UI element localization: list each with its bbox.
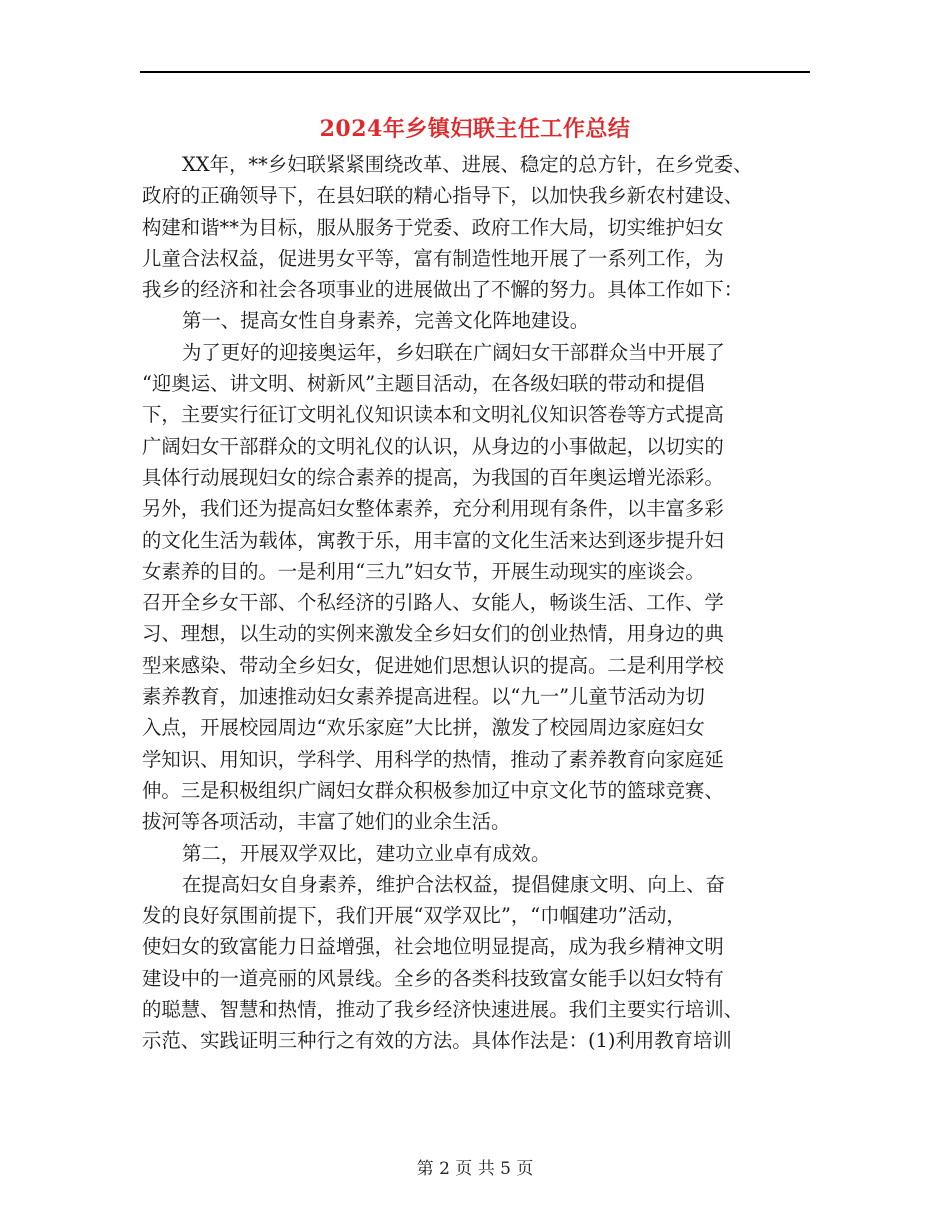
text-line: 示范、实践证明三种行之有效的方法。具体作法是：(1)利用教育培训: [142, 1029, 732, 1053]
text-line: 具体行动展现妇女的综合素养的提高，为我国的百年奥运增光添彩。: [142, 465, 724, 489]
text-line: 拔河等各项活动，丰富了她们的业余生活。: [142, 810, 511, 834]
text-line: 广阔妇女干部群众的文明礼仪的认识，从身边的小事做起，以切实的: [142, 434, 724, 458]
text-line: 的文化生活为载体，寓教于乐，用丰富的文化生活来达到逐步提升妇: [142, 528, 724, 552]
header-rule: [140, 71, 810, 73]
text-line: 的聪慧、智慧和热情，推动了我乡经济快速进展。我们主要实行培训、: [142, 998, 744, 1022]
text-line: 习、理想，以生动的实例来激发全乡妇女们的创业热情，用身边的典: [142, 622, 724, 646]
text-line: XX年，**乡妇联紧紧围绕改革、进展、稳定的总方针，在乡党委、: [182, 153, 753, 176]
text-line: 下，主要实行征订文明礼仪知识读本和文明礼仪知识答卷等方式提高: [142, 403, 724, 427]
text-line: 另外，我们还为提高妇女整体素养，充分利用现有条件，以丰富多彩: [142, 497, 724, 521]
text-line: 学知识、用知识，学科学、用科学的热情，推动了素养教育向家庭延: [142, 747, 724, 771]
document-body: [142, 149, 810, 1057]
document-title: 2024年乡镇妇联主任工作总结: [319, 116, 631, 142]
text-line: 建设中的一道亮丽的风景线。全乡的各类科技致富女能手以妇女特有: [142, 966, 724, 990]
text-line: 召开全乡女干部、个私经济的引路人、女能人，畅谈生活、工作、学: [142, 591, 724, 615]
text-line: 使妇女的致富能力日益增强，社会地位明显提高，成为我乡精神文明: [142, 935, 724, 959]
text-line: 入点，开展校园周边“欢乐家庭”大比拼，激发了校园周边家庭妇女: [142, 716, 705, 740]
text-line: 伸。三是积极组织广阔妇女群众积极参加辽中京文化节的篮球竞赛、: [142, 778, 724, 802]
text-line: 为了更好的迎接奥运年，乡妇联在广阔妇女干部群众当中开展了: [182, 340, 725, 364]
text-line: 构建和谐**为目标，服从服务于党委、政府工作大局，切实维护妇女: [142, 215, 724, 239]
text-line: 儿童合法权益，促进男女平等，富有制造性地开展了一系列工作，为: [142, 246, 724, 270]
page-number: 第 2 页 共 5 页: [416, 1159, 534, 1179]
text-line: 第一、提高女性自身素养，完善文化阵地建设。: [182, 309, 590, 333]
text-line: “迎奥运、讲文明、树新风”主题目活动，在各级妇联的带动和提倡: [142, 372, 705, 396]
text-line: 我乡的经济和社会各项事业的进展做出了不懈的努力。具体工作如下：: [142, 278, 744, 302]
text-line: 第二，开展双学双比，建功立业卓有成效。: [182, 841, 551, 865]
text-line: 女素养的目的。一是利用“三九”妇女节，开展生动现实的座谈会。: [142, 559, 705, 583]
text-line: 政府的正确领导下，在县妇联的精心指导下，以加快我乡新农村建设、: [142, 184, 744, 208]
text-line: 发的良好氛围前提下，我们开展“双学双比”，“巾帼建功”活动，: [142, 904, 686, 928]
text-line: 型来感染、带动全乡妇女，促进她们思想认识的提高。二是利用学校: [142, 653, 724, 677]
text-line: 在提高妇女自身素养，维护合法权益，提倡健康文明、向上、奋: [182, 872, 725, 896]
text-line: 素养教育，加速推动妇女素养提高进程。以“九一”儿童节活动为切: [142, 685, 705, 709]
